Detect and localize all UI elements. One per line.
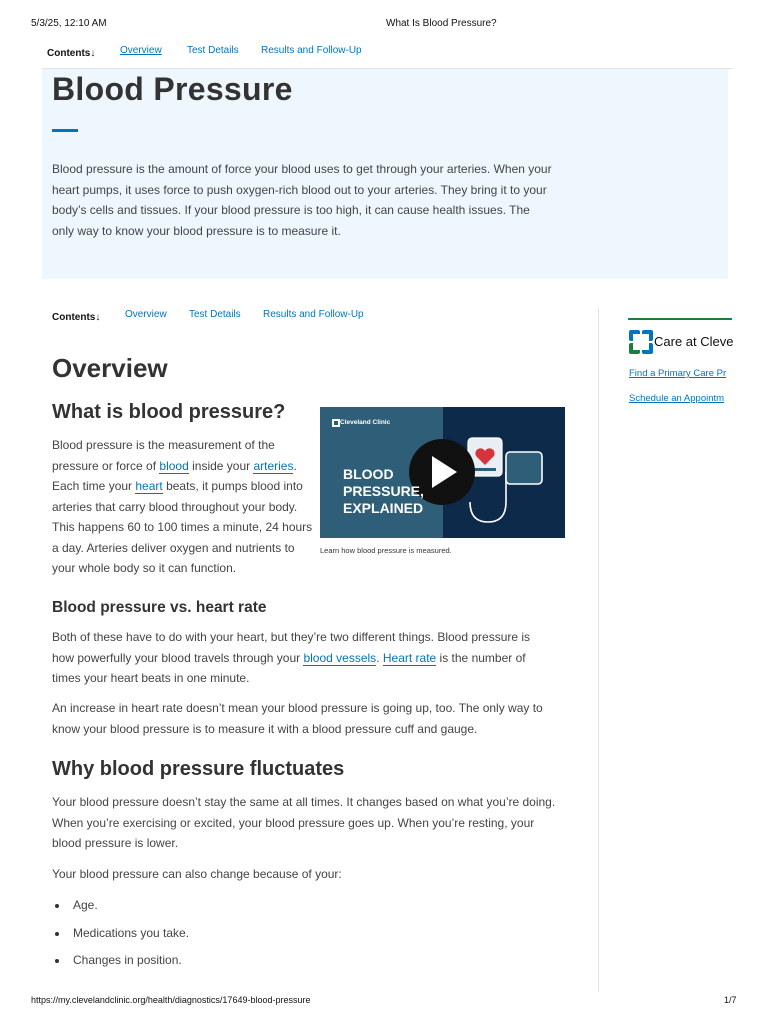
top-nav-link-overview[interactable]: Overview xyxy=(120,45,162,56)
what-is-heading: What is blood pressure? xyxy=(52,401,286,423)
video-thumbnail[interactable] xyxy=(320,407,565,538)
contents-label: Contents xyxy=(47,48,91,59)
hero-banner xyxy=(42,69,728,279)
contents-label: Contents xyxy=(52,312,96,323)
video-brand: Cleveland Clinic xyxy=(340,419,391,426)
sidebar-divider xyxy=(598,308,599,992)
cleveland-clinic-logo-icon xyxy=(629,330,653,354)
fluctuates-paragraph-1: Your blood pressure doesn’t stay the same at all times. It changes based on what you’re doing. When you’re exercising or excited, your blood pressure goes up. When you’re resting, your blood pressure is lower. xyxy=(52,795,556,850)
list-item xyxy=(52,923,189,951)
bullet-icon xyxy=(55,904,59,908)
list-item-text: Changes in position. xyxy=(73,953,182,967)
link-heart[interactable]: heart xyxy=(135,479,163,493)
top-nav-link-test-details[interactable]: Test Details xyxy=(187,45,239,56)
vs-heading: Blood pressure vs. heart rate xyxy=(52,599,267,616)
video-caption: Learn how blood pressure is measured. xyxy=(320,546,452,555)
sidebar-accent-bar xyxy=(628,318,732,320)
page-title: Blood Pressure xyxy=(52,71,293,107)
overview-heading: Overview xyxy=(52,353,168,383)
footer-page-number: 1/7 xyxy=(724,995,737,1005)
link-blood-vessels[interactable]: blood vessels xyxy=(303,650,377,665)
factor-list xyxy=(52,895,189,978)
print-datetime: 5/3/25, 12:10 AM xyxy=(31,18,107,29)
vs-paragraph-1 xyxy=(52,627,552,689)
vs-paragraph-2: An increase in heart rate doesn’t mean your blood pressure is going up, too. The only way to know your blood pressure is to measure it with a blood pressure cuff and gauge. xyxy=(52,701,543,736)
find-primary-care-link[interactable]: Find a Primary Care Pr xyxy=(629,368,727,379)
list-item-text: Medications you take. xyxy=(73,925,190,940)
down-arrow-icon: ↓ xyxy=(90,48,96,59)
video-title-line: PRESSURE, xyxy=(343,483,424,499)
text-run: . xyxy=(376,650,383,665)
section-nav-link-overview[interactable]: Overview xyxy=(125,309,167,320)
bullet-icon xyxy=(55,932,59,936)
footer-url: https://my.clevelandclinic.org/health/diagnostics/17649-blood-pressure xyxy=(31,995,311,1005)
video-title xyxy=(343,466,424,517)
list-item-text: Age. xyxy=(73,898,98,912)
fluctuates-paragraph-2: Your blood pressure can also change because of your: xyxy=(52,867,342,881)
text-run: Both of these have to do with your heart, but they’re two different things. Blood pressure is how powerfully your blood travels through your xyxy=(52,630,531,665)
schedule-appointment-link[interactable]: Schedule an Appointm xyxy=(629,393,725,404)
what-is-paragraph xyxy=(52,435,314,579)
down-arrow-icon: ↓ xyxy=(95,312,101,323)
text-run: . Each time your xyxy=(52,458,297,493)
text-run: Blood pressure is the measurement of the pressure or force of xyxy=(52,438,275,473)
list-item xyxy=(52,895,189,923)
print-doc-title: What Is Blood Pressure? xyxy=(386,18,497,29)
section-nav-link-test-details[interactable]: Test Details xyxy=(189,309,241,320)
section-nav-link-results[interactable]: Results and Follow-Up xyxy=(263,309,364,320)
list-item xyxy=(52,950,189,978)
video-title-line: EXPLAINED xyxy=(343,500,424,516)
text-run: is the number of times your heart beats in one minute. xyxy=(52,650,526,685)
section-nav-contents[interactable] xyxy=(52,307,100,325)
link-blood[interactable]: blood xyxy=(159,458,189,473)
video-title-line: BLOOD xyxy=(343,466,394,482)
sidebar-title: Care at Cleve xyxy=(654,334,734,349)
text-run: inside your xyxy=(188,458,254,473)
hero-intro: Blood pressure is the amount of force your blood uses to get through your arteries. When your heart pumps, it uses force to push oxygen-rich blood out to your arteries. They bring it to your body’s cells and tissues. If your blood pressure is too high, it can cause health issues. The only way to know your blood pressure is to measure it. xyxy=(52,162,552,238)
link-heart-rate[interactable]: Heart rate xyxy=(382,650,437,665)
title-accent-dash xyxy=(52,129,78,132)
text-run: beats, it pumps blood into arteries that carry blood throughout your body. This happens 60 to 100 times a minute, 24 hours a day. Arteries deliver oxygen and nutrients to your whole body so it can function. xyxy=(52,479,313,575)
link-arteries[interactable]: arteries xyxy=(253,458,294,473)
bullet-icon xyxy=(55,959,59,963)
fluctuates-heading: Why blood pressure fluctuates xyxy=(52,758,345,780)
top-nav-contents[interactable] xyxy=(47,43,95,61)
top-nav-link-results[interactable]: Results and Follow-Up xyxy=(261,45,362,56)
